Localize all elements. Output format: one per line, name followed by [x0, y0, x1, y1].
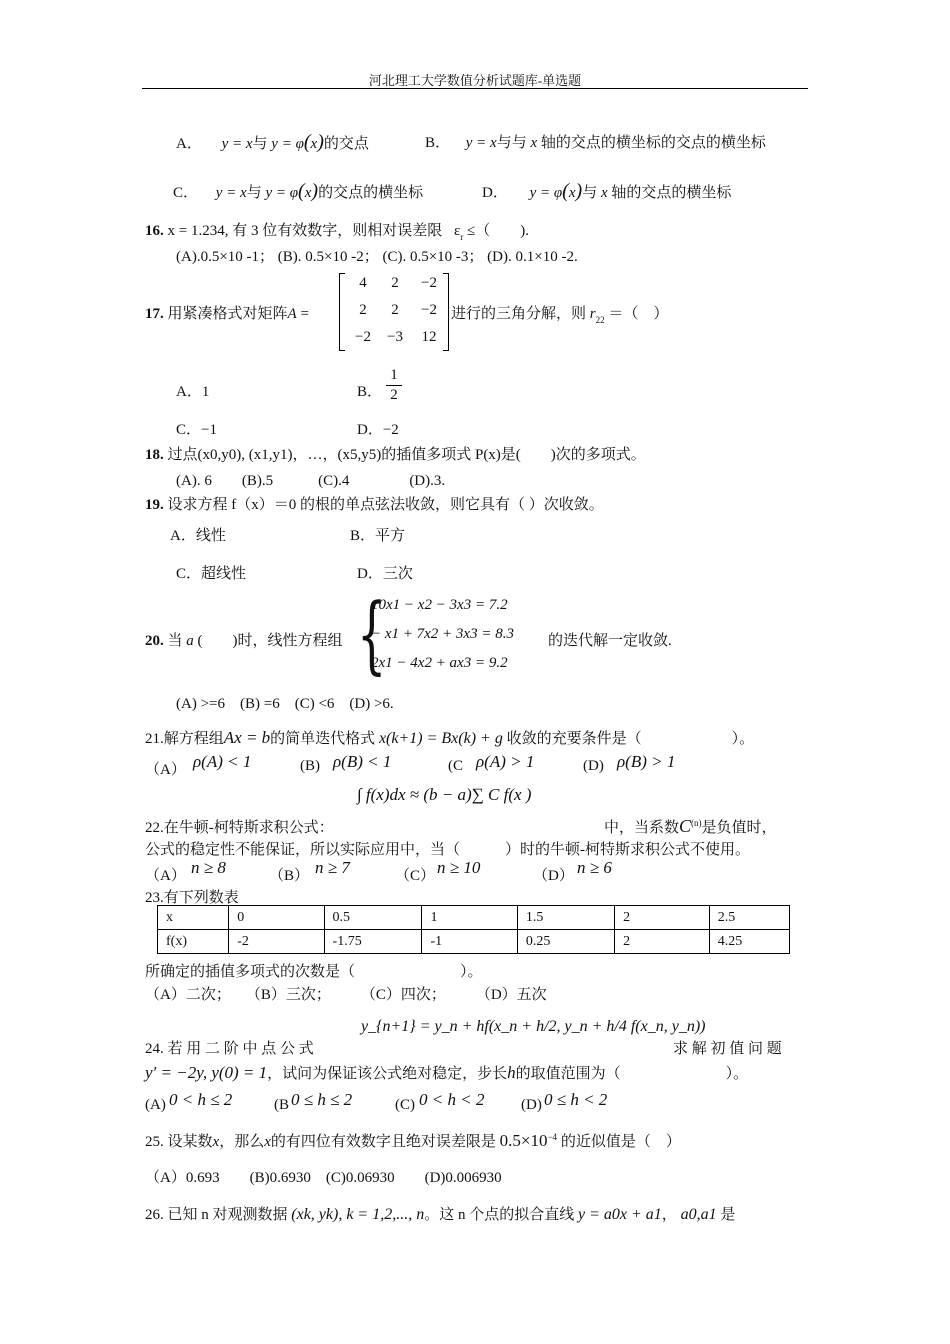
- q20-brace: {: [357, 585, 387, 683]
- q19-stem: 19. 设求方程 f（x）＝0 的根的单点弦法收敛，则它具有（ ）次收敛。: [145, 497, 604, 513]
- q22-stem: 22.在牛顿-柯特斯求积公式：: [145, 820, 334, 836]
- q17-option-a: A．1: [176, 384, 210, 400]
- q19-option-a: A．线性: [170, 528, 226, 544]
- q21-stem: 21.解方程组Ax = b的简单迭代格式 x(k+1) = Bx(k) + g 收敛的充要条件是（ ）。: [145, 728, 755, 747]
- q18-stem: 18. 过点(x0,y0), (x1,y1)，…，(x5,y5)的插值多项式 P(x)是( )次的多项式。: [145, 447, 646, 463]
- header-rule: [142, 88, 808, 89]
- table-cell: 4.25: [709, 930, 789, 954]
- q20-eq3: 2x1 − 4x2 + ax3 = 9.2: [371, 655, 508, 671]
- q20-options: (A) >=6 (B) =6 (C) <6 (D) >6.: [176, 696, 394, 712]
- q24-options: (A) 0 < h ≤ 2 (B 0 ≤ h ≤ 2 (C) 0 < h < 2 (D) 0 ≤ h < 2: [145, 1090, 608, 1113]
- matrix-cell: −2: [421, 302, 437, 318]
- q25-options: （A）0.693 (B)0.6930 (C)0.06930 (D)0.006930: [145, 1170, 502, 1186]
- table-cell: 2: [615, 930, 710, 954]
- q24-stem: 24. 若 用 二 阶 中 点 公 式: [145, 1041, 314, 1057]
- q20-eq2: − x1 + 7x2 + 3x3 = 8.3: [371, 626, 514, 642]
- q20-eq1: 10x1 − x2 − 3x3 = 7.2: [371, 597, 508, 613]
- q17-stem: 17. 用紧凑格式对矩阵A =: [145, 306, 309, 322]
- table-cell: 0.25: [517, 930, 614, 954]
- table-cell: -1.75: [324, 930, 422, 954]
- q23-table: [157, 905, 790, 954]
- table-cell: 0: [229, 906, 324, 930]
- matrix-cell: −2: [421, 275, 437, 291]
- q17-matrix: [339, 273, 449, 351]
- q24-line2: y′ = −2y, y(0) = 1，试问为保证该公式绝对稳定，步长h的取值范围为（ ）。: [145, 1063, 749, 1082]
- q17-option-b: B．: [357, 384, 383, 400]
- page-header: 河北理工大学数值分析试题库-单选题: [368, 73, 582, 88]
- table-cell: 2.5: [709, 906, 789, 930]
- matrix-cell: 2: [391, 302, 399, 318]
- table-cell: 2: [615, 906, 710, 930]
- q22-line2: 公式的稳定性不能保证，所以实际应用中，当（ ）时的牛顿-柯特斯求积公式不使用。: [145, 842, 750, 858]
- q16-options: (A).0.5×10 -1； (B). 0.5×10 -2； (C). 0.5×10 -3； (D). 0.1×10 -2.: [176, 249, 578, 265]
- q17-stem-tail: 进行的三角分解，则 $r_{22}$ ＝（ ）: [451, 306, 669, 325]
- q20-stem-tail: 的迭代解一定收敛.: [548, 633, 672, 649]
- matrix-cell: 2: [391, 275, 399, 291]
- q26-stem: 26. 已知 n 对观测数据 (xk, yk), k = 1,2,..., n。这 n 个点的拟合直线 y = a0x + a1， a0,a1 是: [145, 1206, 736, 1223]
- q24-formula: y_{n+1} = y_n + hf(x_n + h/2, y_n + h/4 f(x_n, y_n)): [361, 1018, 706, 1035]
- q15-option-a: A． y = x与 y = φ(x)的交点: [176, 131, 369, 153]
- q15-b-eq: y = x: [465, 135, 497, 151]
- table-cell: f(x): [158, 930, 229, 954]
- q17-option-b-fraction: 1 2: [386, 366, 402, 405]
- table-row: [158, 930, 790, 954]
- table-cell: 1.5: [517, 906, 614, 930]
- q15-a-eq2: y = φ(x): [267, 131, 324, 153]
- q23-stem: 23.有下列数表: [145, 890, 239, 906]
- q15-a-eq1: y = x: [221, 136, 253, 152]
- table-cell: -2: [229, 930, 324, 954]
- matrix-cell: −2: [355, 329, 371, 345]
- q25-stem: 25. 设某数x，那么x的有四位有效数字且绝对误差限是 $0.5\times 10^{-4}$ 的近似值是（ ）: [145, 1131, 681, 1150]
- q19-option-b: B．平方: [350, 528, 406, 544]
- q19-option-c: C．超线性: [176, 566, 247, 582]
- q15-option-d: D． y = φ(x)与 x 轴的交点的横坐标: [482, 180, 732, 202]
- q22-formula: ∫ f(x)dx ≈ (b − a)∑ C f(x ): [357, 785, 532, 804]
- table-cell: -1: [422, 930, 517, 954]
- matrix-cell: −3: [387, 329, 403, 345]
- q17-option-c: C．−1: [176, 422, 217, 438]
- table-cell: x: [158, 906, 229, 930]
- matrix-cell: 2: [359, 302, 367, 318]
- q22-stem-mid: 中，当系数$C^{(n)}$是负值时，: [604, 816, 777, 836]
- table-cell: 0.5: [324, 906, 422, 930]
- table-cell: 1: [422, 906, 517, 930]
- q19-option-d: D．三次: [357, 566, 413, 582]
- matrix-cell: 12: [421, 329, 437, 345]
- q20-stem: 20. 当 a ( )时，线性方程组: [145, 633, 343, 649]
- q22-options: （A） n ≥ 8 （B） n ≥ 7 （C） n ≥ 10 （D） n ≥ 6: [145, 858, 612, 884]
- q15-option-c: C． y = x与 y = φ(x)的交点的横坐标: [173, 180, 424, 202]
- q18-options: (A). 6 (B).5 (C).4 (D).3.: [176, 473, 446, 489]
- q15-option-b: B． y = x与与 x 轴的交点的横坐标的交点的横坐标: [425, 135, 766, 151]
- q17-option-d: D．−2: [357, 422, 399, 438]
- q23-stem-tail: 所确定的插值多项式的次数是（ ）。: [145, 964, 483, 980]
- q23-options: （A）二次； （B）三次； （C）四次； （D）五次: [145, 987, 547, 1003]
- matrix-cell: 4: [359, 275, 367, 291]
- q24-stem-tail: 求 解 初 值 问 题: [673, 1041, 782, 1057]
- table-row: [158, 906, 790, 930]
- q16-stem: 16. x = 1.234, 有 3 位有效数字，则相对误差限 $\varepsilon_r$ ≤（ ).: [145, 223, 530, 242]
